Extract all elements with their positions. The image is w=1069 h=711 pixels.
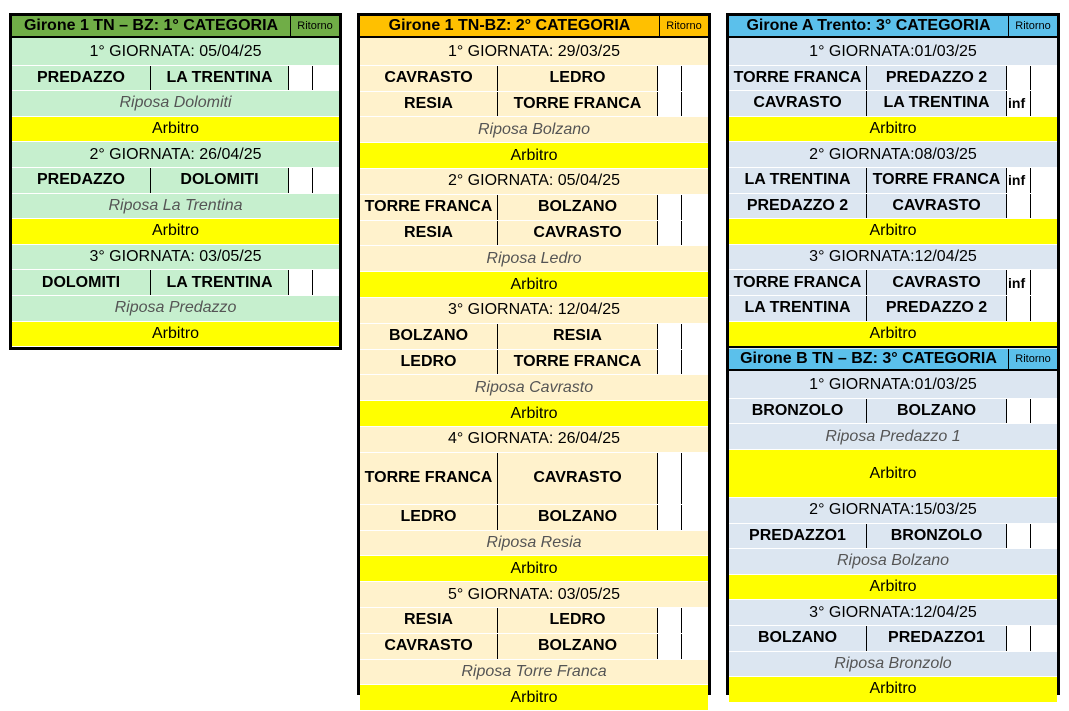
result-cell-2[interactable] bbox=[682, 350, 708, 375]
girone-cat-3-panel bbox=[726, 13, 1060, 698]
riposa-row: Riposa Bolzano bbox=[729, 549, 1057, 575]
away-team: LA TRENTINA bbox=[867, 91, 1007, 116]
result-cell-2[interactable] bbox=[313, 270, 339, 295]
result-cell-2[interactable] bbox=[682, 505, 708, 530]
result-cell-1[interactable] bbox=[1007, 66, 1031, 91]
giornata-header: 2° GIORNATA:08/03/25 bbox=[729, 142, 1057, 168]
arbitro-row: Arbitro bbox=[360, 556, 708, 582]
home-team: TORRE FRANCA bbox=[729, 66, 867, 91]
home-team: TORRE FRANCA bbox=[360, 195, 498, 220]
result-cell-2[interactable] bbox=[1031, 399, 1057, 424]
result-cell-1[interactable] bbox=[658, 92, 682, 117]
result-cell-2[interactable] bbox=[1031, 66, 1057, 91]
match-row bbox=[729, 626, 1057, 652]
match-row bbox=[729, 91, 1057, 117]
result-cell-1[interactable] bbox=[1007, 194, 1031, 219]
ritorno-label: Ritorno bbox=[290, 16, 339, 36]
result-cell-1[interactable] bbox=[658, 453, 682, 504]
home-team: CAVRASTO bbox=[729, 91, 867, 116]
result-cell-2[interactable] bbox=[682, 92, 708, 117]
arbitro-row: Arbitro bbox=[729, 117, 1057, 143]
giornata-header: 1° GIORNATA:01/03/25 bbox=[729, 373, 1057, 399]
home-team: TORRE FRANCA bbox=[360, 453, 498, 504]
result-cell-1[interactable]: inf bbox=[1007, 168, 1031, 193]
match-row bbox=[360, 608, 708, 634]
giornata-header: 3° GIORNATA: 12/04/25 bbox=[360, 298, 708, 324]
arbitro-row: Arbitro bbox=[12, 219, 339, 245]
giornata-header: 1° GIORNATA: 29/03/25 bbox=[360, 40, 708, 66]
result-cell-2[interactable] bbox=[682, 324, 708, 349]
result-cell-2[interactable] bbox=[1031, 270, 1057, 295]
match-row bbox=[12, 66, 339, 92]
riposa-row: Riposa Bolzano bbox=[360, 117, 708, 143]
riposa-row: Riposa Resia bbox=[360, 531, 708, 557]
giornata-header: 1° GIORNATA:01/03/25 bbox=[729, 40, 1057, 66]
home-team: RESIA bbox=[360, 608, 498, 633]
away-team: LA TRENTINA bbox=[151, 270, 289, 295]
giornata-header: 1° GIORNATA: 05/04/25 bbox=[12, 40, 339, 66]
home-team: PREDAZZO bbox=[12, 168, 151, 193]
riposa-row: Riposa Dolomiti bbox=[12, 91, 339, 117]
result-cell-2[interactable] bbox=[1031, 296, 1057, 321]
panel-title bbox=[729, 349, 1057, 371]
match-row bbox=[360, 324, 708, 350]
away-team: BOLZANO bbox=[498, 195, 658, 220]
title-text: Girone 1 TN-BZ: 2° CATEGORIA bbox=[388, 17, 631, 34]
match-row bbox=[360, 505, 708, 531]
away-team: BRONZOLO bbox=[867, 524, 1007, 549]
panel-title bbox=[360, 16, 708, 38]
giornata-header: 3° GIORNATA:12/04/25 bbox=[729, 245, 1057, 271]
away-team: BOLZANO bbox=[498, 505, 658, 530]
result-cell-1[interactable] bbox=[1007, 626, 1031, 651]
away-team: PREDAZZO1 bbox=[867, 626, 1007, 651]
result-cell-2[interactable] bbox=[682, 634, 708, 659]
giornata-header: 2° GIORNATA:15/03/25 bbox=[729, 498, 1057, 524]
girone-1-cat-2-panel bbox=[357, 13, 711, 706]
result-cell-1[interactable] bbox=[289, 168, 313, 193]
home-team: TORRE FRANCA bbox=[729, 270, 867, 295]
result-cell-2[interactable] bbox=[313, 66, 339, 91]
ritorno-label: Ritorno bbox=[659, 16, 708, 36]
home-team: PREDAZZO1 bbox=[729, 524, 867, 549]
match-row bbox=[360, 221, 708, 247]
away-team: CAVRASTO bbox=[498, 453, 658, 504]
result-cell-2[interactable] bbox=[1031, 626, 1057, 651]
result-cell-1[interactable] bbox=[1007, 524, 1031, 549]
away-team: LEDRO bbox=[498, 608, 658, 633]
arbitro-row: Arbitro bbox=[729, 219, 1057, 245]
home-team: DOLOMITI bbox=[12, 270, 151, 295]
home-team: PREDAZZO bbox=[12, 66, 151, 91]
result-cell-1[interactable] bbox=[658, 221, 682, 246]
riposa-row: Riposa La Trentina bbox=[12, 194, 339, 220]
match-row bbox=[360, 350, 708, 376]
result-cell-2[interactable] bbox=[313, 168, 339, 193]
away-team: LA TRENTINA bbox=[151, 66, 289, 91]
panel-title bbox=[729, 16, 1057, 38]
home-team: RESIA bbox=[360, 221, 498, 246]
arbitro-row: Arbitro bbox=[729, 575, 1057, 601]
giornata-header: 3° GIORNATA:12/04/25 bbox=[729, 600, 1057, 626]
match-row bbox=[360, 195, 708, 221]
title-text: Girone B TN – BZ: 3° CATEGORIA bbox=[740, 350, 997, 368]
home-team: LEDRO bbox=[360, 350, 498, 375]
home-team: LA TRENTINA bbox=[729, 296, 867, 321]
away-team: BOLZANO bbox=[867, 399, 1007, 424]
result-cell-1[interactable] bbox=[289, 66, 313, 91]
home-team: RESIA bbox=[360, 92, 498, 117]
result-cell-1[interactable] bbox=[658, 195, 682, 220]
result-cell-1[interactable] bbox=[658, 66, 682, 91]
match-row bbox=[729, 66, 1057, 92]
ritorno-label: Ritorno bbox=[1008, 349, 1057, 369]
result-cell-1[interactable] bbox=[658, 350, 682, 375]
riposa-row: Riposa Predazzo bbox=[12, 296, 339, 322]
away-team: PREDAZZO 2 bbox=[867, 66, 1007, 91]
girone-1-cat-1-panel bbox=[9, 13, 342, 350]
giornata-header: 5° GIORNATA: 03/05/25 bbox=[360, 582, 708, 608]
home-team: BRONZOLO bbox=[729, 399, 867, 424]
arbitro-row: Arbitro bbox=[12, 117, 339, 143]
result-cell-1[interactable] bbox=[289, 270, 313, 295]
result-cell-2[interactable] bbox=[682, 66, 708, 91]
result-cell-2[interactable] bbox=[1031, 168, 1057, 193]
away-team: TORRE FRANCA bbox=[498, 350, 658, 375]
arbitro-row: Arbitro bbox=[729, 677, 1057, 703]
title-text: Girone 1 TN – BZ: 1° CATEGORIA bbox=[23, 17, 279, 34]
result-cell-1[interactable] bbox=[1007, 296, 1031, 321]
away-team: CAVRASTO bbox=[867, 194, 1007, 219]
away-team: PREDAZZO 2 bbox=[867, 296, 1007, 321]
result-cell-2[interactable] bbox=[682, 608, 708, 633]
title-text: Girone A Trento: 3° CATEGORIA bbox=[746, 17, 991, 34]
giornata-header: 3° GIORNATA: 03/05/25 bbox=[12, 245, 339, 271]
arbitro-row: Arbitro bbox=[360, 143, 708, 169]
home-team: LEDRO bbox=[360, 505, 498, 530]
match-row bbox=[729, 194, 1057, 220]
section-divider bbox=[729, 346, 1057, 348]
ritorno-label: Ritorno bbox=[1008, 16, 1057, 36]
result-cell-1[interactable] bbox=[658, 608, 682, 633]
result-cell-1[interactable]: inf bbox=[1007, 91, 1031, 116]
away-team: CAVRASTO bbox=[867, 270, 1007, 295]
result-cell-1[interactable] bbox=[658, 634, 682, 659]
riposa-row: Riposa Cavrasto bbox=[360, 375, 708, 401]
away-team: TORRE FRANCA bbox=[498, 92, 658, 117]
giornata-header: 4° GIORNATA: 26/04/25 bbox=[360, 427, 708, 453]
result-cell-2[interactable] bbox=[682, 221, 708, 246]
match-row bbox=[360, 92, 708, 118]
away-team: LEDRO bbox=[498, 66, 658, 91]
match-row bbox=[360, 634, 708, 660]
arbitro-row: Arbitro bbox=[12, 322, 339, 348]
away-team: CAVRASTO bbox=[498, 221, 658, 246]
home-team: BOLZANO bbox=[729, 626, 867, 651]
result-cell-2[interactable] bbox=[1031, 91, 1057, 116]
riposa-row: Riposa Predazzo 1 bbox=[729, 424, 1057, 450]
riposa-row: Riposa Bronzolo bbox=[729, 652, 1057, 678]
arbitro-row: Arbitro bbox=[360, 401, 708, 427]
arbitro-row: Arbitro bbox=[729, 322, 1057, 348]
match-row bbox=[729, 270, 1057, 296]
away-team: TORRE FRANCA bbox=[867, 168, 1007, 193]
match-row bbox=[729, 168, 1057, 194]
arbitro-row: Arbitro bbox=[360, 272, 708, 298]
giornata-header: 2° GIORNATA: 05/04/25 bbox=[360, 169, 708, 195]
result-cell-2[interactable] bbox=[682, 453, 708, 504]
away-team: RESIA bbox=[498, 324, 658, 349]
panel-title bbox=[12, 16, 339, 38]
arbitro-row: Arbitro bbox=[729, 450, 1057, 498]
arbitro-row: Arbitro bbox=[360, 685, 708, 711]
result-cell-2[interactable] bbox=[1031, 524, 1057, 549]
result-cell-1[interactable] bbox=[1007, 399, 1031, 424]
match-row bbox=[729, 524, 1057, 550]
result-cell-2[interactable] bbox=[1031, 194, 1057, 219]
result-cell-1[interactable] bbox=[658, 505, 682, 530]
home-team: PREDAZZO 2 bbox=[729, 194, 867, 219]
riposa-row: Riposa Torre Franca bbox=[360, 660, 708, 686]
away-team: DOLOMITI bbox=[151, 168, 289, 193]
match-row bbox=[360, 66, 708, 92]
result-cell-1[interactable] bbox=[658, 324, 682, 349]
result-cell-1[interactable]: inf bbox=[1007, 270, 1031, 295]
match-row bbox=[360, 453, 708, 505]
match-row bbox=[12, 270, 339, 296]
match-row bbox=[729, 399, 1057, 425]
home-team: BOLZANO bbox=[360, 324, 498, 349]
result-cell-2[interactable] bbox=[682, 195, 708, 220]
riposa-row: Riposa Ledro bbox=[360, 246, 708, 272]
home-team: LA TRENTINA bbox=[729, 168, 867, 193]
giornata-header: 2° GIORNATA: 26/04/25 bbox=[12, 142, 339, 168]
home-team: CAVRASTO bbox=[360, 634, 498, 659]
away-team: BOLZANO bbox=[498, 634, 658, 659]
match-row bbox=[729, 296, 1057, 322]
home-team: CAVRASTO bbox=[360, 66, 498, 91]
match-row bbox=[12, 168, 339, 194]
